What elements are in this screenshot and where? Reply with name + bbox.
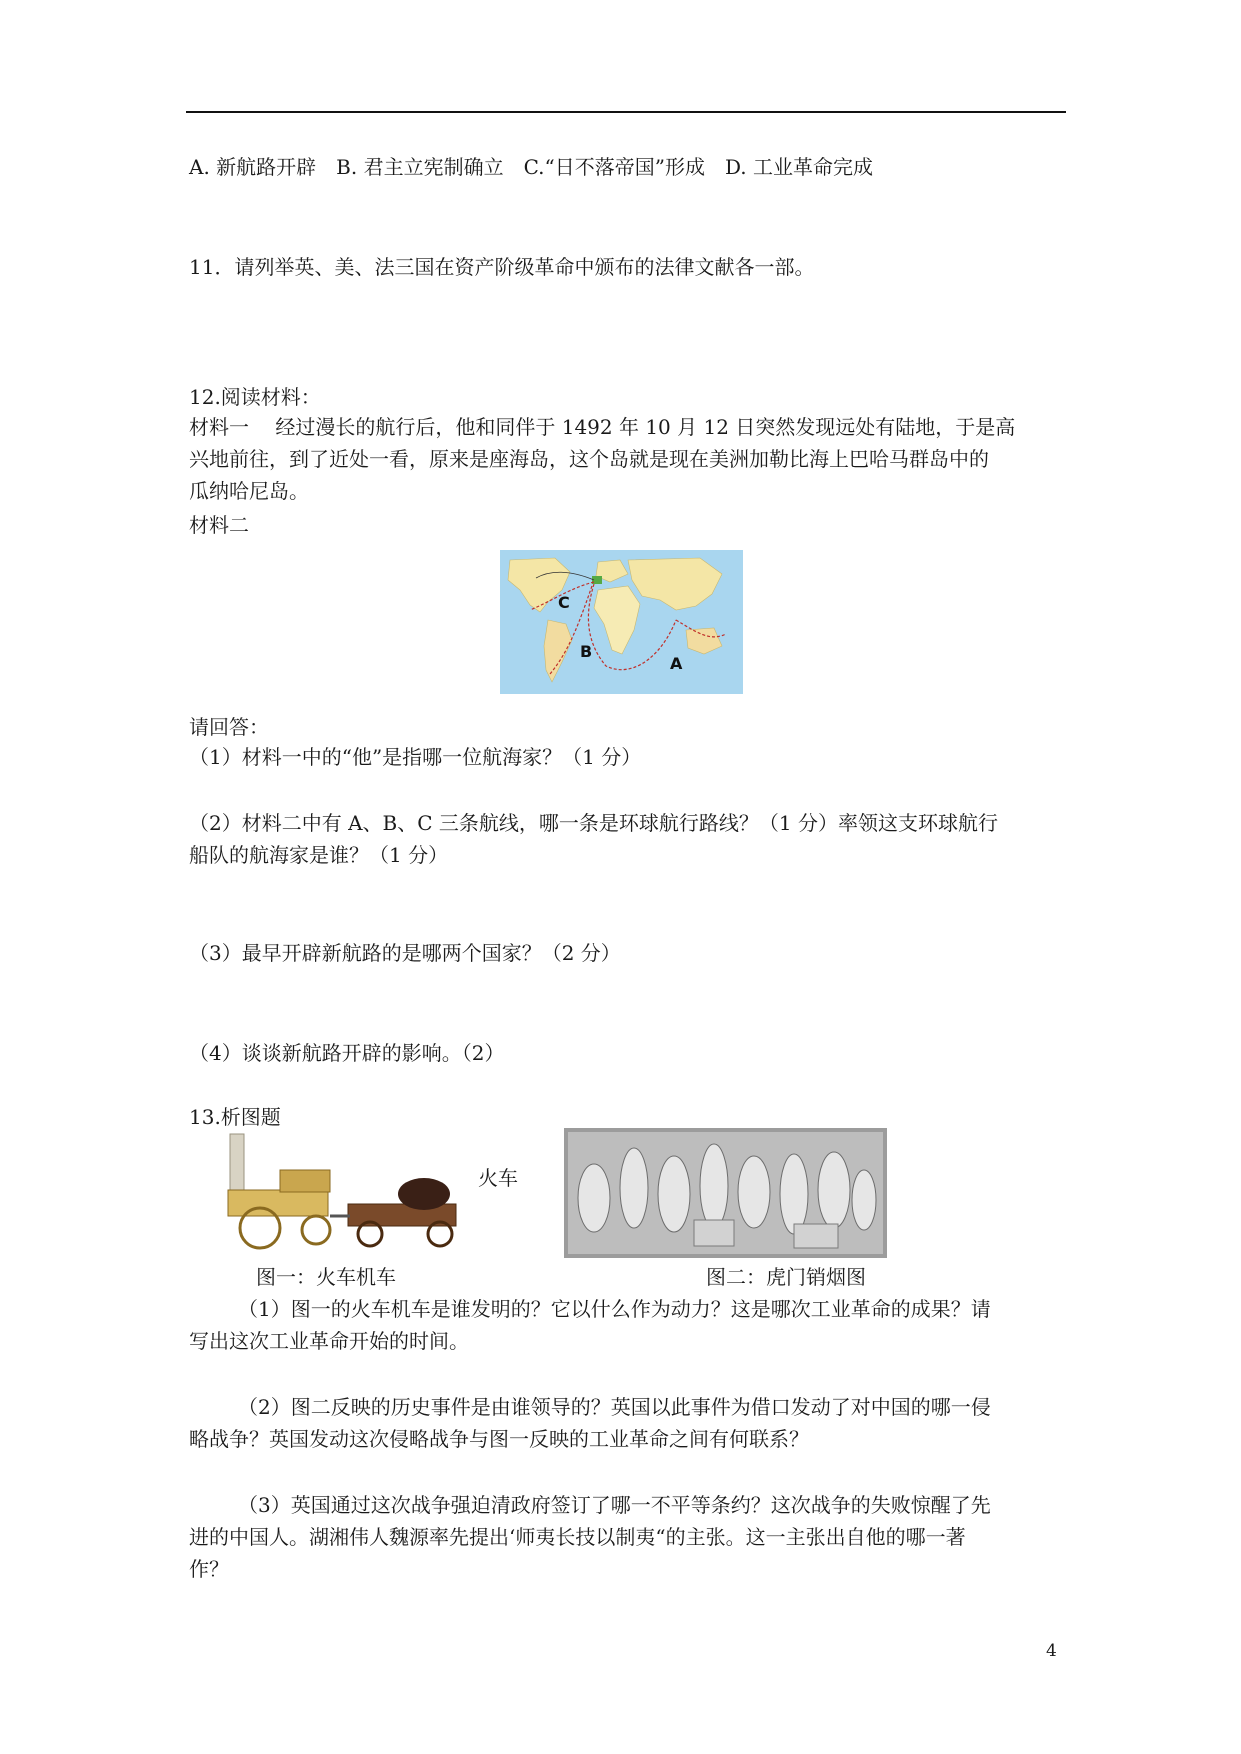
header-rule — [186, 111, 1066, 113]
world-map-image — [500, 550, 743, 694]
q13-sub-1-cont: 写出这次工业革命开始的时间。 — [189, 1329, 469, 1353]
q13-sub-2: （2）图二反映的历史事件是由谁领导的？英国以此事件为借口发动了对中国的哪一侵 — [238, 1395, 991, 1419]
q12-sub-3: （3）最早开辟新航路的是哪两个国家？（2 分） — [189, 941, 621, 965]
route-b-label: B — [580, 642, 593, 661]
q13-sub-3-cont: 进的中国人。湖湘伟人魏源率先提出‘师夷长技以制夷“的主张。这一主张出自他的哪一著 — [189, 1525, 966, 1549]
train-label-fragment: 火车 — [478, 1166, 518, 1190]
q13-sub-3: （3）英国通过这次战争强迫清政府签订了哪一不平等条约？这次战争的失败惊醒了先 — [238, 1493, 991, 1517]
question-13-title: 13.析图题 — [189, 1105, 281, 1129]
question-12-title: 12.阅读材料： — [189, 385, 321, 409]
options-line: A. 新航路开辟 B. 君主立宪制确立 C.“日不落帝国”形成 D. 工业革命完成 — [189, 155, 874, 179]
q12-sub-2: （2）材料二中有 A、B、C 三条航线，哪一条是环球航行路线？（1 分）率领这支环球航行 — [189, 811, 998, 835]
q13-sub-3-cont: 作？ — [189, 1557, 229, 1581]
route-a-label: A — [670, 654, 683, 673]
humen-relief-image — [564, 1128, 887, 1258]
voyage-map — [500, 550, 743, 694]
q12-sub-4: （4）谈谈新航路开辟的影响。（2） — [189, 1041, 505, 1065]
question-11: 11．请列举英、美、法三国在资产阶级革命中颁布的法律文献各一部。 — [189, 255, 815, 279]
figure-2-caption: 图二：虎门销烟图 — [706, 1265, 866, 1289]
q12-sub-2-cont: 船队的航海家是谁？（1 分） — [189, 843, 449, 867]
material-2-label: 材料二 — [189, 513, 249, 537]
material-1-line: 瓜纳哈尼岛。 — [189, 479, 309, 503]
page-number: 4 — [1046, 1641, 1057, 1661]
q13-sub-1: （1）图一的火车机车是谁发明的？它以什么作为动力？这是哪次工业革命的成果？请 — [238, 1297, 991, 1321]
locomotive-image — [220, 1130, 470, 1252]
q12-sub-1: （1）材料一中的“他”是指哪一位航海家？（1 分） — [189, 745, 642, 769]
material-1-line: 材料一 经过漫长的航行后，他和同伴于 1492 年 10 月 12 日突然发现远处有陆地，于是高 — [189, 415, 1016, 439]
q13-sub-2-cont: 略战争？英国发动这次侵略战争与图一反映的工业革命之间有何联系？ — [189, 1427, 809, 1451]
route-c-label: C — [558, 593, 570, 612]
figure-1-caption: 图一：火车机车 — [256, 1265, 396, 1289]
please-answer: 请回答： — [189, 715, 269, 739]
material-1-line: 兴地前往，到了近处一看，原来是座海岛，这个岛就是现在美洲加勒比海上巴哈马群岛中的 — [189, 447, 989, 471]
